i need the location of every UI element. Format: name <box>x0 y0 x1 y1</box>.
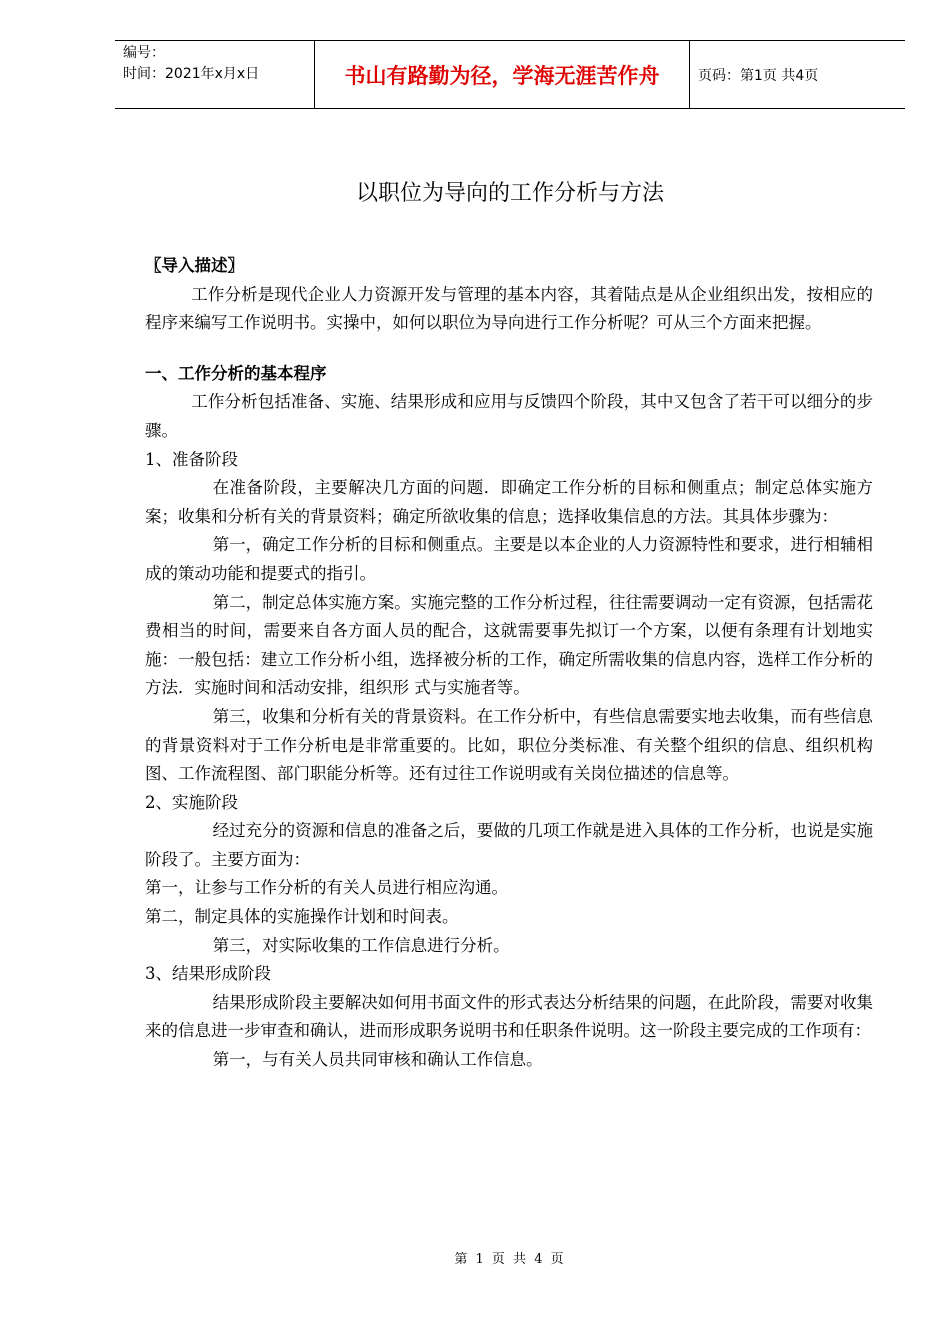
document-body <box>145 252 873 1075</box>
header-info-cell <box>115 41 315 108</box>
stage1-step2: 第二，制定总体实施方案。实施完整的工作分析过程，往往需要调动一定有资源，包括需花费相当的时间，需要来自各方面人员的配合，这就需要事先拟订一个方案，以便有条理有计划地实施：一般包括：建立工作分析小组，选择被分析的工作，确定所需收集的信息内容，选样工作分析的方法．实施时间和活动安排，组织形 式与实施者等。 <box>145 592 873 698</box>
stage3-heading: 3、结果形成阶段 <box>145 964 271 984</box>
stage1-step1: 第一，确定工作分析的目标和侧重点。主要是以本企业的人力资源特性和要求，进行相辅相成的策动功能和提要式的指引。 <box>145 535 873 583</box>
page-header <box>115 40 905 109</box>
stage3-paragraph: 结果形成阶段主要解决如何用书面文件的形式表达分析结果的问题，在此阶段，需要对收集来的信息进一步审查和确认，进而形成职务说明书和任职条件说明。这一阶段主要完成的工作项有： <box>145 992 873 1041</box>
paragraph-gap <box>145 338 873 360</box>
header-motto: 书山有路勤为径，学海无涯苦作舟 <box>315 41 690 108</box>
document-title: 以职位为导向的工作分析与方法 <box>355 181 664 206</box>
stage2-paragraph: 经过充分的资源和信息的准备之后，要做的几项工作就是进入具体的工作分析，也说是实施阶段了。主要方面为： <box>145 821 873 869</box>
document-number-label: 编号： <box>123 45 165 61</box>
page-footer: 第 1 页 共 4 页 <box>454 1252 566 1267</box>
stage2-step2: 第二，制定具体的实施操作计划和时间表。 <box>145 907 459 927</box>
document-time-label: 时间：2021年x月x日 <box>123 66 260 82</box>
stage1-step3: 第三，收集和分析有关的背景资料。在工作分析中，有些信息需要实地去收集，而有些信息的背景资料对于工作分析电是非常重要的。比如，职位分类标准、有关整个组织的信息、组织机构图、工作流程图、部门职能分析等。还有过往工作说明或有关岗位描述的信息等。 <box>145 706 873 784</box>
section1-heading: 一、工作分析的基本程序 <box>145 363 327 383</box>
stage1-paragraph: 在准备阶段，主要解决几方面的问题．即确定工作分析的目标和侧重点；制定总体实施方案；收集和分析有关的背景资料；确定所欲收集的信息；选择收集信息的方法。其具体步骤为： <box>145 478 873 526</box>
header-page-label: 页码：第1页 共4页 <box>698 67 819 84</box>
intro-paragraph: 工作分析是现代企业人力资源开发与管理的基本内容，其着陆点是从企业组织出发，按相应的程序来编写工作说明书。实操中，如何以职位为导向进行工作分析呢？可从三个方面来把握。 <box>145 284 873 333</box>
stage2-step1: 第一，让参与工作分析的有关人员进行相应沟通。 <box>145 878 508 898</box>
intro-heading: 〖导入描述〗 <box>145 256 244 275</box>
section1-intro: 工作分析包括准备、实施、结果形成和应用与反馈四个阶段，其中又包含了若干可以细分的步骤。 <box>145 392 873 440</box>
stage3-step1: 第一，与有关人员共同审核和确认工作信息。 <box>212 1050 543 1070</box>
stage1-heading: 1、准备阶段 <box>145 449 238 469</box>
stage2-step3: 第三，对实际收集的工作信息进行分析。 <box>212 935 510 955</box>
stage2-heading: 2、实施阶段 <box>145 792 238 812</box>
